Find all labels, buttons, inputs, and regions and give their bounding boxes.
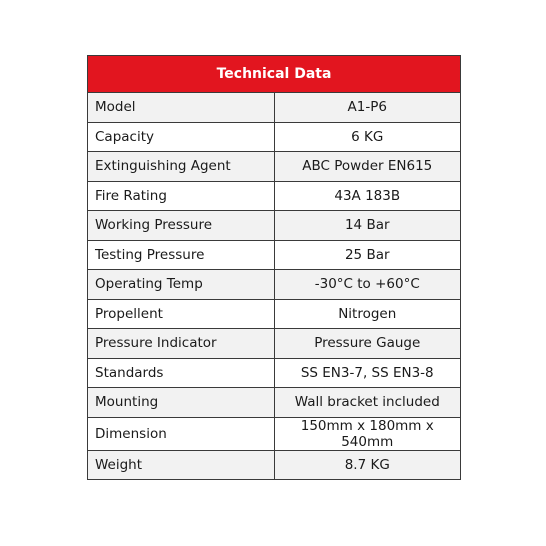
spec-label: Standards <box>88 358 275 388</box>
table-row <box>88 299 461 329</box>
spec-value: ABC Powder EN615 <box>274 152 461 182</box>
spec-value: 150mm x 180mm x 540mm <box>274 417 461 450</box>
spec-label: Propellent <box>88 299 275 329</box>
table-row <box>88 417 461 450</box>
spec-label: Pressure Indicator <box>88 329 275 359</box>
table-row <box>88 122 461 152</box>
spec-label: Fire Rating <box>88 181 275 211</box>
table-row <box>88 93 461 123</box>
spec-value: SS EN3-7, SS EN3-8 <box>274 358 461 388</box>
spec-label: Testing Pressure <box>88 240 275 270</box>
technical-data-table <box>87 55 461 480</box>
spec-label: Capacity <box>88 122 275 152</box>
table-row <box>88 211 461 241</box>
spec-label: Working Pressure <box>88 211 275 241</box>
table-row <box>88 152 461 182</box>
table-row <box>88 450 461 480</box>
table-title: Technical Data <box>88 56 461 93</box>
spec-label: Extinguishing Agent <box>88 152 275 182</box>
spec-value: Pressure Gauge <box>274 329 461 359</box>
table-row <box>88 358 461 388</box>
spec-value: -30°C to +60°C <box>274 270 461 300</box>
table-row <box>88 388 461 418</box>
spec-value: Wall bracket included <box>274 388 461 418</box>
spec-value: 43A 183B <box>274 181 461 211</box>
spec-value: 8.7 KG <box>274 450 461 480</box>
spec-value: 6 KG <box>274 122 461 152</box>
spec-label: Dimension <box>88 417 275 450</box>
spec-value: A1-P6 <box>274 93 461 123</box>
table-row <box>88 270 461 300</box>
spec-value: 25 Bar <box>274 240 461 270</box>
spec-label: Weight <box>88 450 275 480</box>
spec-label: Model <box>88 93 275 123</box>
table-row <box>88 181 461 211</box>
spec-label: Mounting <box>88 388 275 418</box>
spec-value: 14 Bar <box>274 211 461 241</box>
table-row <box>88 240 461 270</box>
table-header-row <box>88 56 461 93</box>
spec-label: Operating Temp <box>88 270 275 300</box>
table-row <box>88 329 461 359</box>
spec-value: Nitrogen <box>274 299 461 329</box>
